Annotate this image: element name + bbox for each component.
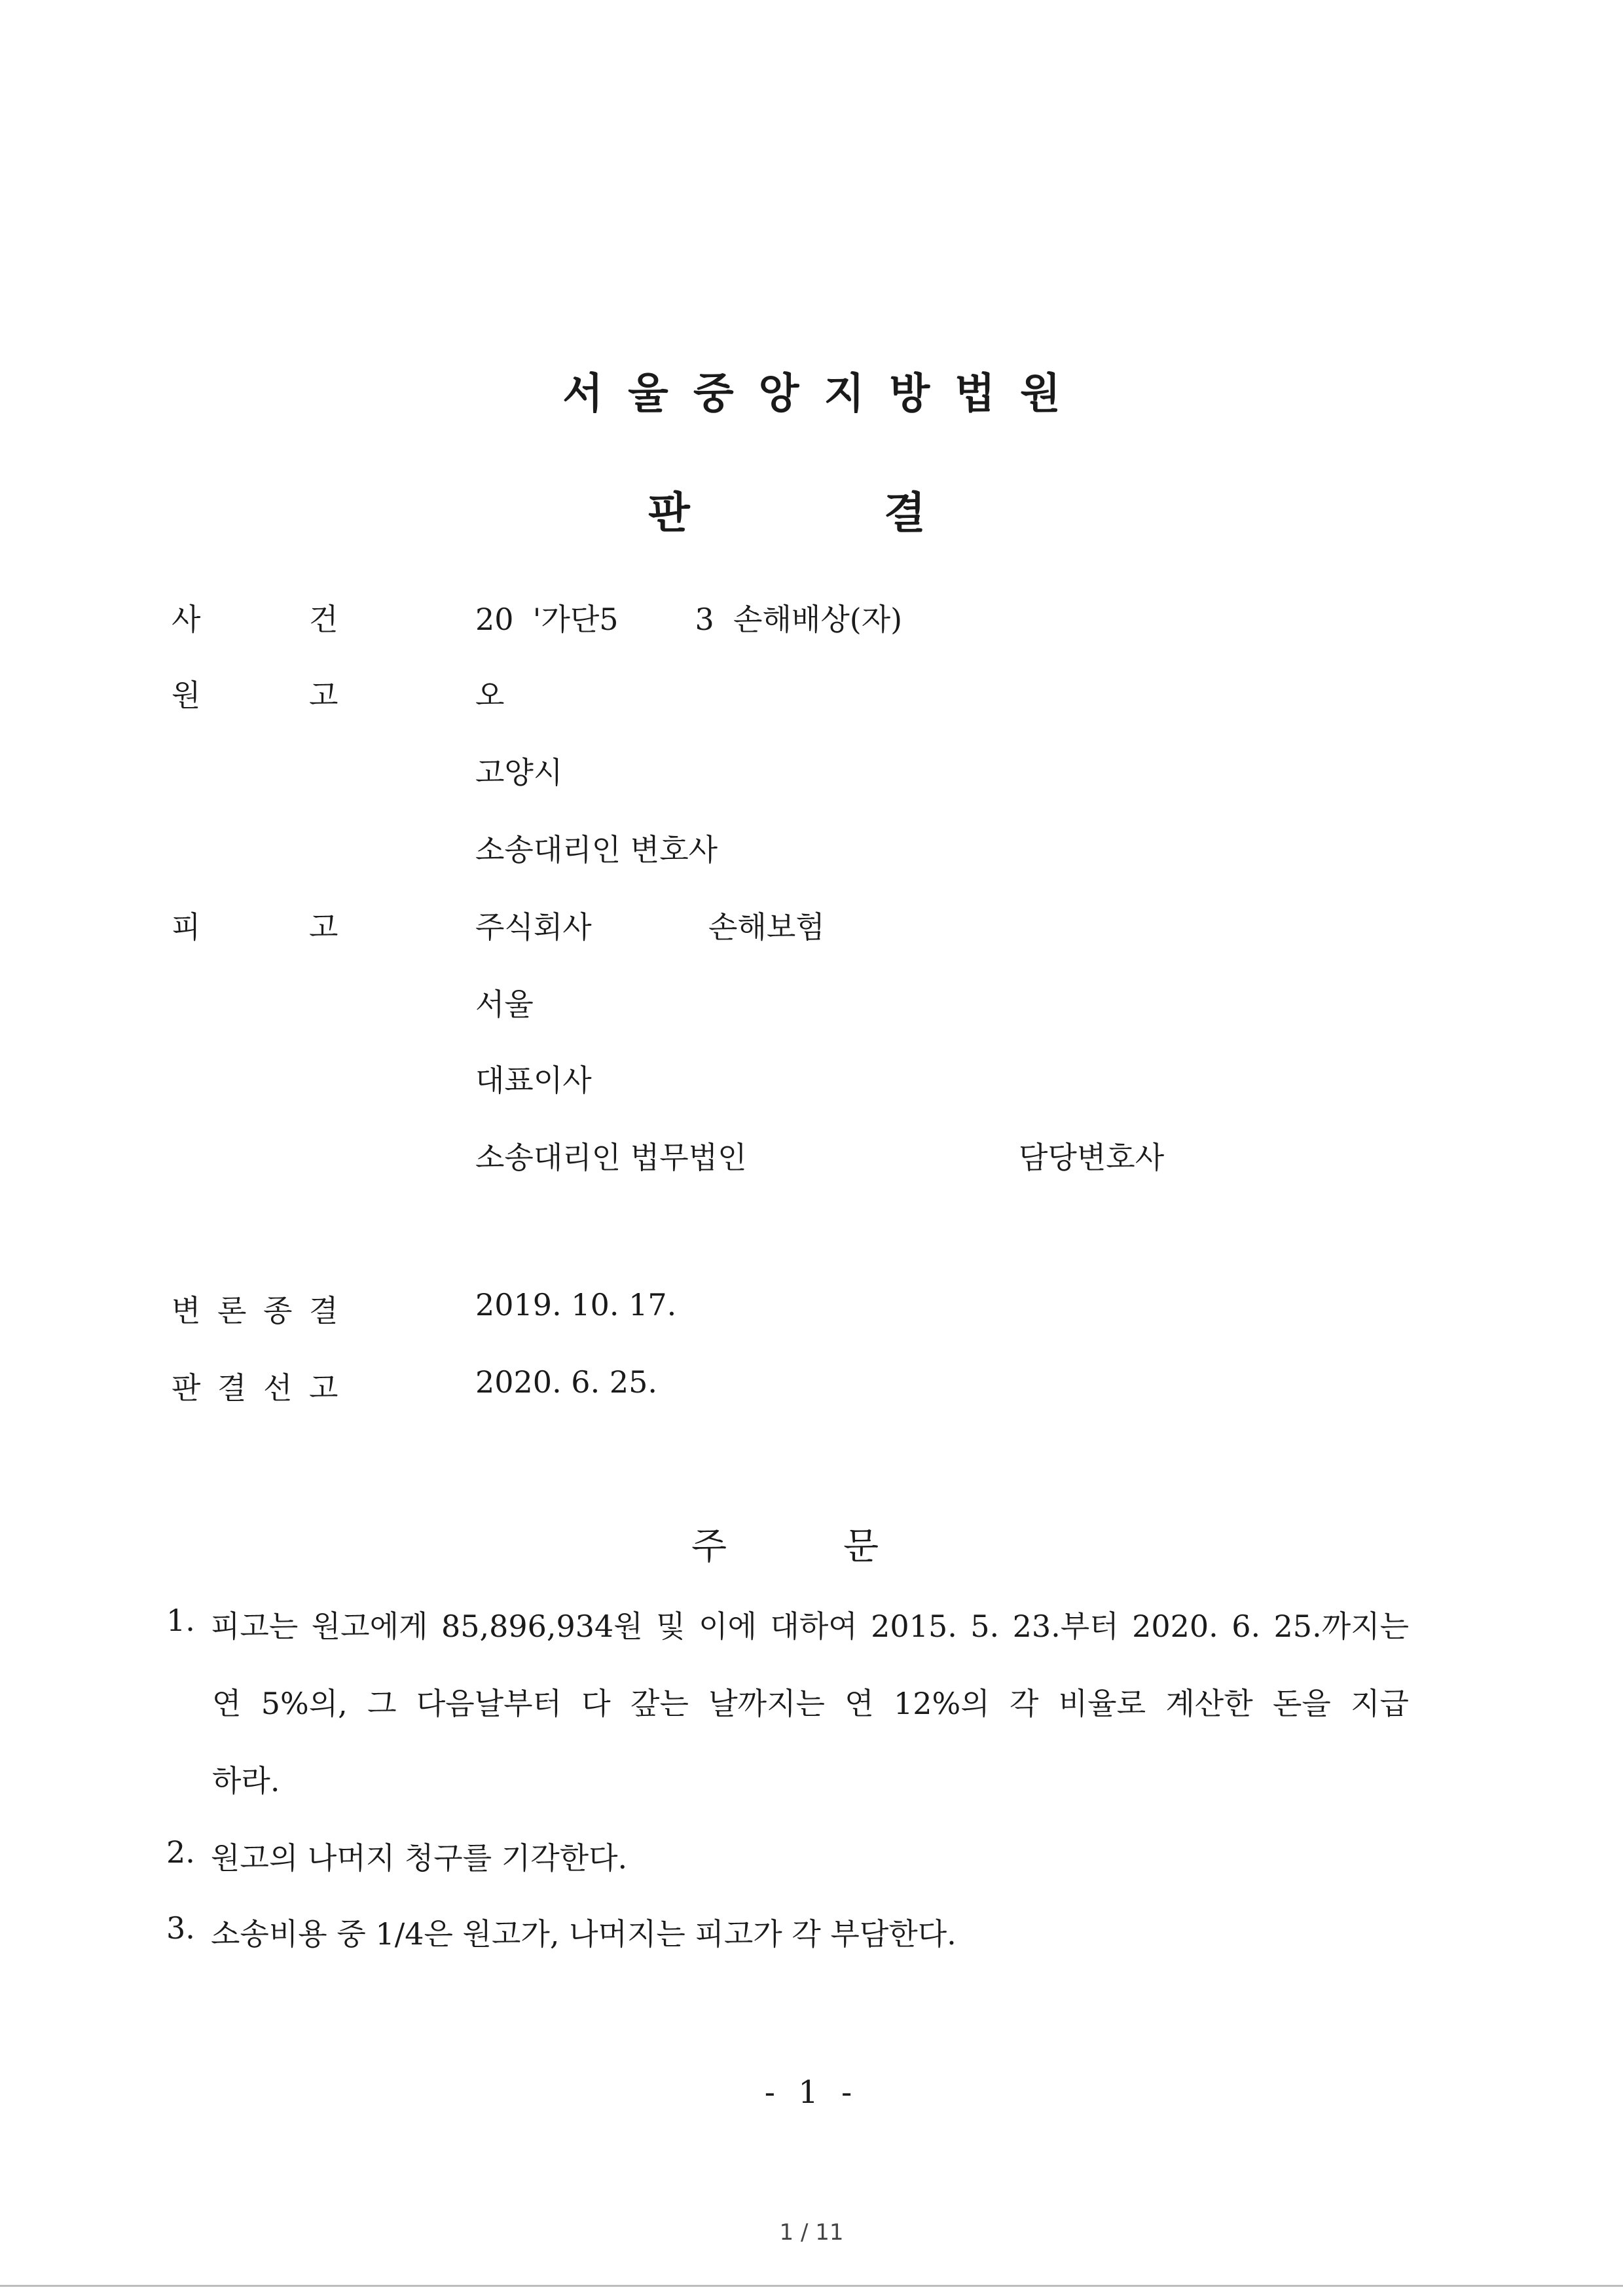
order-item-2-num: 2. — [166, 1834, 195, 1870]
closing-label-4: 결 — [309, 1293, 340, 1328]
order-item-1-line2: 연 5%의, 그 다음날부터 다 갚는 날까지는 연 12%의 각 비율로 계산한 돈을 지급 — [212, 1686, 1409, 1721]
footer-page-indicator: 1 / 11 — [779, 2219, 844, 2246]
plaintiff-label-1: 원 — [172, 678, 202, 713]
defendant-label-2: 고 — [309, 909, 340, 945]
order-item-3-text: 소송비용 중 1/4은 원고가, 나머지는 피고가 각 부담한다. — [211, 1916, 957, 1952]
defendant-company: 주식회사 — [475, 909, 592, 945]
order-item-2-text: 원고의 나머지 청구를 기각한다. — [211, 1840, 628, 1876]
judgment-label-2: 결 — [217, 1370, 248, 1406]
order-heading-right: 문 — [843, 1525, 879, 1568]
defendant-attorney: 소송대리인 법무법인 — [475, 1140, 747, 1175]
case-number: 20 '가단5 3 손해배상(자) — [475, 602, 903, 637]
case-label-2: 건 — [309, 602, 340, 637]
closing-date: 2019. 10. 17. — [475, 1287, 677, 1322]
judgment-label-1: 판 — [172, 1370, 202, 1406]
defendant-ceo: 대표이사 — [475, 1063, 592, 1098]
page-number: - 1 - — [764, 2074, 859, 2111]
plaintiff-attorney: 소송대리인 변호사 — [475, 832, 718, 867]
plaintiff-address: 고양시 — [475, 755, 563, 790]
closing-label-1: 변 — [172, 1293, 202, 1328]
attorney-in-charge: 담당변호사 — [1019, 1140, 1165, 1175]
order-item-3-num: 3. — [166, 1910, 195, 1946]
case-label-1: 사 — [172, 602, 202, 637]
judgment-label-3: 선 — [263, 1370, 294, 1406]
scan-edge-divider — [0, 2285, 1623, 2287]
closing-label-3: 종 — [263, 1293, 294, 1328]
defendant-company-suffix: 손해보험 — [708, 909, 825, 945]
plaintiff-name: 오 — [475, 678, 505, 713]
judgment-date: 2020. 6. 25. — [475, 1364, 657, 1400]
defendant-address: 서울 — [475, 987, 534, 1022]
closing-label-2: 론 — [217, 1293, 248, 1328]
plaintiff-label-2: 고 — [309, 678, 340, 713]
judgment-label-4: 고 — [309, 1370, 340, 1406]
order-item-1-line1: 피고는 원고에게 85,896,934원 및 이에 대하여 2015. 5. 23.부터 2020. 6. 25.까지는 — [211, 1609, 1409, 1644]
order-item-1-line3: 하라. — [212, 1763, 280, 1798]
order-heading-left: 주 — [691, 1525, 727, 1568]
court-name: 서울중앙지방법원 — [562, 370, 1085, 418]
doc-type-right: 결 — [884, 488, 926, 538]
order-item-1-num: 1. — [166, 1603, 195, 1638]
defendant-label-1: 피 — [172, 909, 202, 945]
doc-type-left: 판 — [648, 488, 690, 538]
